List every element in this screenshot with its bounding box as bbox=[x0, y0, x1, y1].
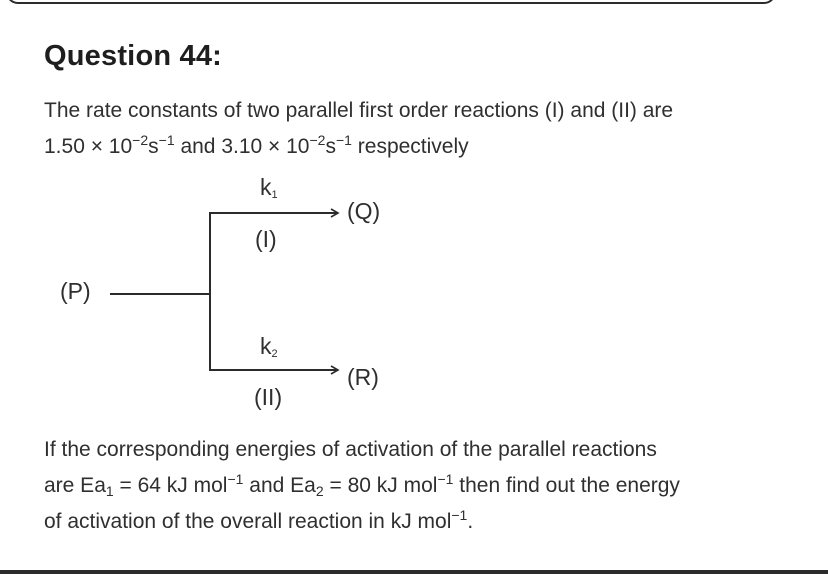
and-word: and bbox=[174, 135, 222, 158]
k2-value: $3.10 \times 10^{-2}s^{-1}$ bbox=[221, 132, 352, 158]
outro-line-1: If the corresponding energies of activation of the parallel reactions bbox=[44, 438, 657, 461]
reaction-ii-label: (II) bbox=[254, 384, 283, 410]
k2-label: $k_2$ bbox=[260, 333, 278, 360]
reaction-branch-lines bbox=[0, 170, 828, 420]
outro-line-2: are $Ea_1 = 64$ kJ mol$^{-1}$ and $Ea_2 = 80$ kJ mol$^{-1}$ then find out the energy bbox=[44, 471, 680, 499]
question-body bbox=[44, 432, 804, 540]
product-r-label: (R) bbox=[347, 364, 379, 390]
bottom-rule bbox=[0, 570, 828, 574]
reaction-diagram bbox=[0, 170, 828, 420]
respectively-word: respectively bbox=[351, 135, 469, 158]
product-q-label: (Q) bbox=[347, 198, 381, 224]
intro-line-1: The rate constants of two parallel first order reactions (I) and (II) are bbox=[44, 99, 674, 122]
question-title: Question 44: bbox=[44, 40, 223, 72]
reactant-label: (P) bbox=[60, 278, 91, 304]
question-intro bbox=[44, 93, 804, 165]
reaction-i-label: (I) bbox=[255, 226, 277, 252]
top-frame bbox=[6, 0, 776, 4]
k1-label: $k_1$ bbox=[260, 174, 278, 201]
k1-value: $1.50 \times 10^{-2}s^{-1}$ bbox=[44, 132, 175, 158]
outro-line-3: of activation of the overall reaction in kJ mol$^{-1}$. bbox=[44, 507, 474, 533]
